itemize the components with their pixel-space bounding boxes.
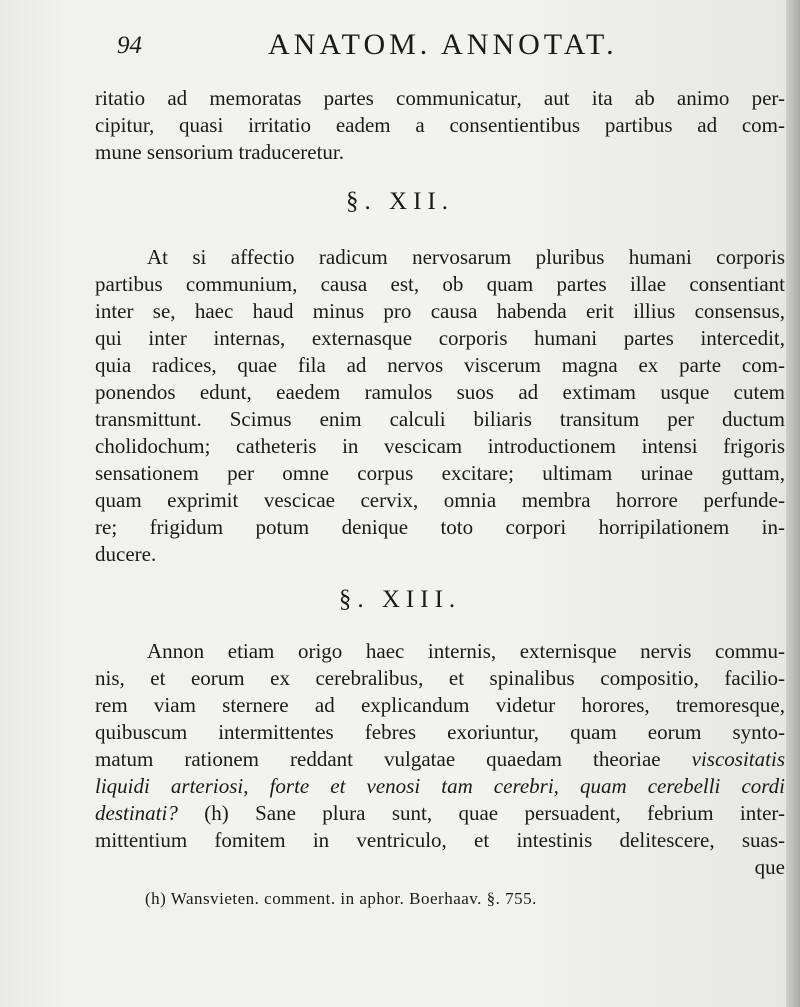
text-line: ponendos edunt, eaedem ramulos suos ad extimam usque cutem <box>95 380 785 404</box>
text-line: qui inter internas, externasque corporis humani partes intercedit, <box>95 326 785 350</box>
page-header <box>0 18 800 68</box>
text-line: cipitur, quasi irritatio eadem a consentientibus partibus ad com- <box>95 113 785 137</box>
page-edge <box>786 0 800 1007</box>
italic-run: forte et venosi tam cerebri, quam cerebelli cordi <box>269 774 785 798</box>
italic-run: destinati? <box>95 801 178 825</box>
catchword: que <box>754 855 785 879</box>
text-line: mittentium fomitem in ventriculo, et intestinis delitescere, suas- <box>95 828 785 852</box>
text-line: re; frigidum potum denique toto corpori horripilationem in- <box>95 515 785 539</box>
italic-run: viscositatis <box>691 747 785 771</box>
text-line <box>95 746 785 773</box>
text-line: partibus communium, causa est, ob quam partes illae consentiant <box>95 272 785 296</box>
text-line: ritatio ad memoratas partes communicatur, aut ita ab animo per- <box>95 86 785 110</box>
text-line <box>95 800 785 827</box>
text-run: (h) Sane plura sunt, quae persuadent, febrium inter- <box>177 801 785 825</box>
text-line: ducere. <box>95 542 157 566</box>
text-line: mune sensorium traduceretur. <box>95 140 345 164</box>
text-line: inter se, haec haud minus pro causa habenda erit illius consensus, <box>95 299 785 323</box>
text-line: quia radices, quae fila ad nervos viscerum magna ex parte com- <box>95 353 785 377</box>
paragraph-2 <box>95 244 785 568</box>
text-line: nis, et eorum ex cerebralibus, et spinalibus compositio, facilio- <box>95 666 785 690</box>
text-line: rem viam sternere ad explicandum videtur horores, tremoresque, <box>95 693 785 717</box>
text-line: Annon etiam origo haec internis, externisque nervis commu- <box>147 639 785 663</box>
italic-run: liquidi arteriosi <box>95 774 244 798</box>
footnote: (h) Wansvieten. comment. in aphor. Boerhaav. §. 755. <box>145 889 537 908</box>
text-line: sensationem per omne corpus excitare; ultimam urinae guttam, <box>95 461 785 485</box>
section-heading-xiii: §. XIII. <box>338 586 462 613</box>
section-heading-xii: §. XII. <box>346 188 454 215</box>
text-line: cholidochum; catheteris in vescicam introductionem intensi frigoris <box>95 434 785 458</box>
page-number: 94 <box>117 32 142 59</box>
text-run: , <box>243 774 270 798</box>
text-line: quibuscum intermittentes febres exoriuntur, quam eorum synto- <box>95 720 785 744</box>
text-line <box>95 773 785 800</box>
text-line: At si affectio radicum nervosarum pluribus humani corporis <box>147 245 785 269</box>
text-line: transmittunt. Scimus enim calculi biliaris transitum per ductum <box>95 407 785 431</box>
paragraph-3 <box>95 638 785 881</box>
text-run: matum rationem reddant vulgatae quaedam theoriae <box>95 747 692 771</box>
text-line: quam exprimit vescicae cervix, omnia membra horrore perfunde- <box>95 488 785 512</box>
paragraph-1 <box>95 85 785 166</box>
running-head: ANATOM. ANNOTAT. <box>268 28 618 61</box>
